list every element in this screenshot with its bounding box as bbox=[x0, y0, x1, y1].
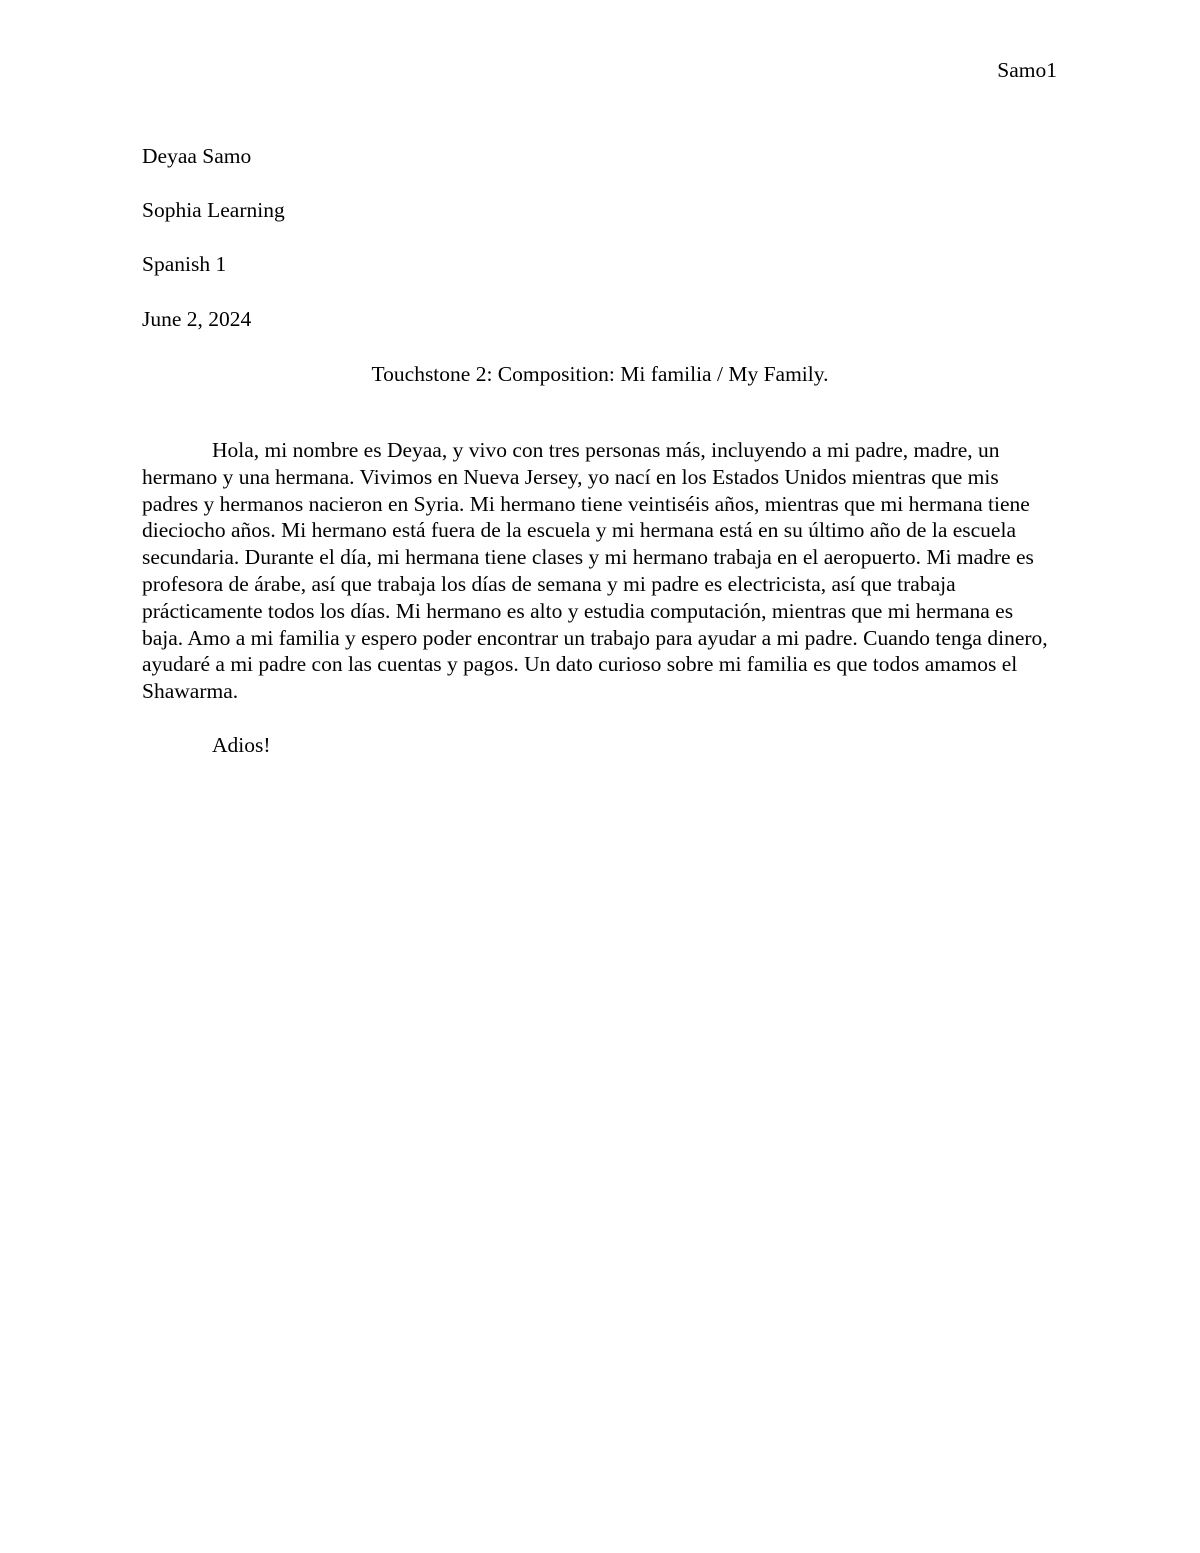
author-name: Deyaa Samo bbox=[142, 144, 252, 168]
document-title: Touchstone 2: Composition: Mi familia / My Family. bbox=[371, 362, 829, 386]
closing-line: Adios! bbox=[212, 733, 271, 757]
running-header: Samo1 bbox=[997, 58, 1057, 82]
course-name: Spanish 1 bbox=[142, 252, 227, 276]
institution: Sophia Learning bbox=[142, 198, 285, 222]
body-paragraph: Hola, mi nombre es Deyaa, y vivo con tres personas más, incluyendo a mi padre, madre, un hermano y una hermana. Vivimos en Nueva Jersey, yo nací en los Estados Unidos mientras que mis padres y hermanos nacieron en Syria. Mi hermano tiene veintiséis años, mientras que mi hermana tiene dieciocho años. Mi hermano está fuera de la escuela y mi hermana está en su último año de la escuela secundaria. Durante el día, mi hermana tiene clases y mi hermano trabaja en el aeropuerto. Mi madre es profesora de árabe, así que trabaja los días de semana y mi padre es electricista, así que trabaja prácticamente todos los días. Mi hermano es alto y estudia computación, mientras que mi hermana es baja. Amo a mi familia y espero poder encontrar un trabajo para ayudar a mi padre. Cuando tenga dinero, ayudaré a mi padre con las cuentas y pagos. Un dato curioso sobre mi familia es que todos amamos el Shawarma. bbox=[142, 438, 1048, 704]
submission-date: June 2, 2024 bbox=[142, 307, 252, 331]
